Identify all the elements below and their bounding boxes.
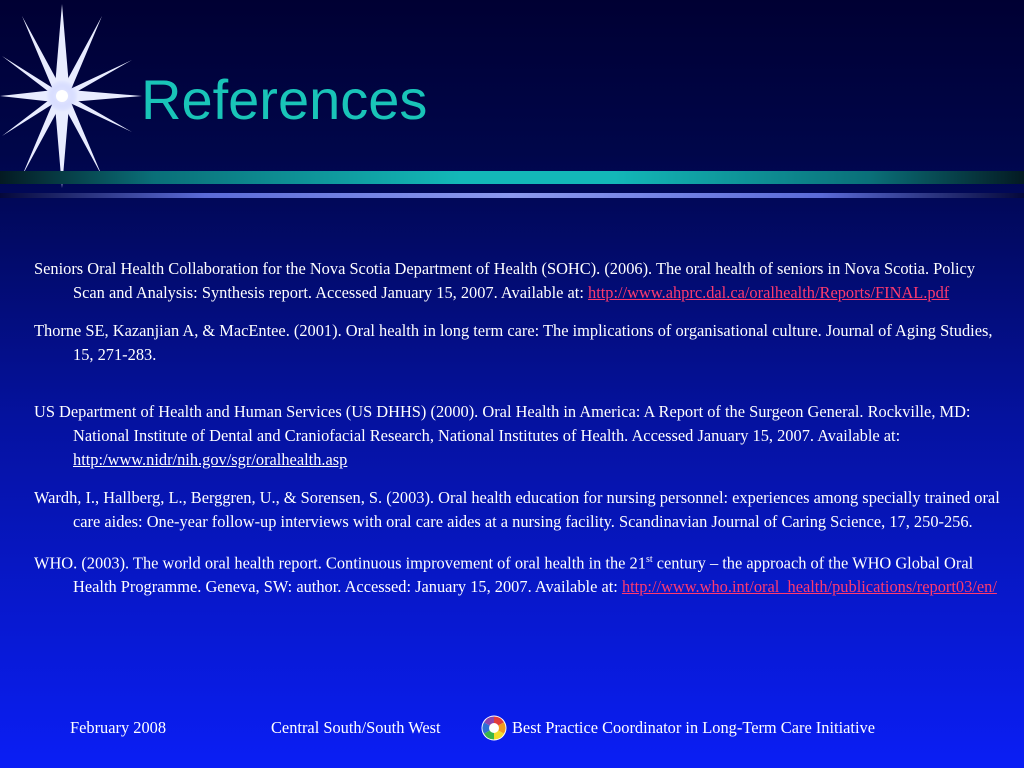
reference-text: Wardh, I., Hallberg, L., Berggren, U., & Sorensen, S. (2003). Oral health education for nursing personnel: experiences among specially trained oral care aides: One-year follow-up interviews with oral care aides at a nursing facility. Scandinavian Journal of Caring Science, 17, 250-256. xyxy=(34,488,1000,531)
reference-item-who xyxy=(34,548,1000,599)
lavender-divider xyxy=(0,193,1024,198)
footer-initiative: Best Practice Coordinator in Long-Term Care Initiative xyxy=(512,718,875,737)
reference-text: Seniors Oral Health Collaboration for the Nova Scotia Department of Health (SOHC). (2006). The oral health of seniors in Nova Scotia. Policy Scan and Analysis: Synthesis report. Accessed January 15, 2007. Available at: xyxy=(34,259,976,302)
footer xyxy=(0,716,1024,740)
reference-text: Thorne SE, Kazanjian A, & MacEntee. (2001). Oral health in long term care: The implications of organisational culture. Journal of Aging Studies, 15, 271-283. xyxy=(34,321,993,364)
reference-text: US Department of Health and Human Services (US DHHS) (2000). Oral Health in America: A Report of the Surgeon General. Rockville, MD: National Institute of Dental and Craniofacial Research, National Institutes of Health. Accessed January 15, 2007. Available at: xyxy=(34,402,971,445)
reference-link-who[interactable]: http://www.who.int/oral_health/publications/report03/en/ xyxy=(621,577,997,597)
reference-item-wardh xyxy=(34,486,1000,534)
ordinal-suffix: st xyxy=(645,554,653,565)
reference-text: century – the approach of the WHO Global Oral Health Programme. Geneva, SW: author. Accessed: January 15, 2007. Available at: xyxy=(73,553,974,597)
starburst-icon xyxy=(0,0,150,190)
footer-region: Central South/South West xyxy=(271,718,441,737)
page-title: References xyxy=(141,68,428,131)
reference-item-sohc xyxy=(34,257,1000,305)
reference-item-usdhhs xyxy=(34,400,1000,472)
reference-link-sohc[interactable]: http://www.ahprc.dal.ca/oralhealth/Reports/FINAL.pdf xyxy=(588,283,950,302)
teal-divider xyxy=(0,171,1024,184)
reference-link-usdhhs[interactable]: http:/www.nidr/nih.gov/sgr/oralhealth.asp xyxy=(73,450,348,469)
footer-date: February 2008 xyxy=(70,718,167,737)
references-list xyxy=(34,257,1000,599)
rainbow-circle-logo-icon xyxy=(481,715,507,741)
reference-text: WHO. (2003). The world oral health report. Continuous improvement of oral health in the 21 xyxy=(34,553,646,573)
reference-item-thorne xyxy=(34,319,1000,367)
